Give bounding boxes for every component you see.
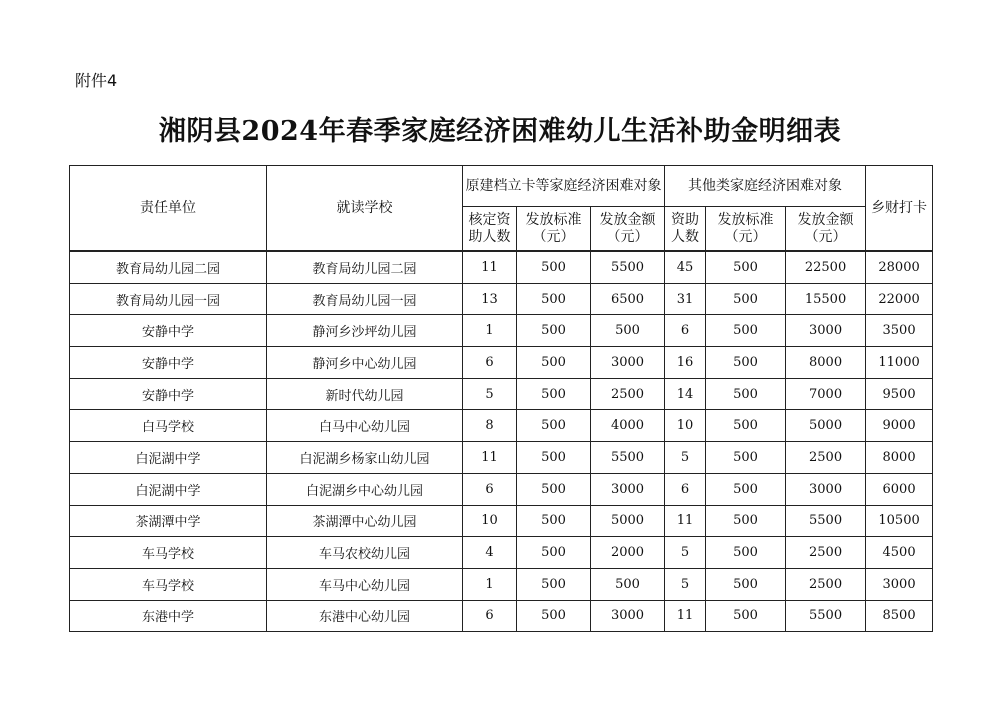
table-row xyxy=(70,283,933,315)
header-a-standard: 发放标准 （元） xyxy=(517,207,591,252)
cell-school: 新时代幼儿园 xyxy=(267,378,463,410)
cell-township-card: 4500 xyxy=(866,537,933,569)
attachment-label: 附件4 xyxy=(75,71,118,90)
cell-township-card: 8500 xyxy=(866,600,933,632)
cell-b-amount: 8000 xyxy=(786,347,866,379)
cell-a-amount: 3000 xyxy=(591,347,665,379)
cell-unit: 安静中学 xyxy=(70,315,267,347)
cell-a-count: 13 xyxy=(463,283,517,315)
cell-a-standard: 500 xyxy=(517,378,591,410)
table-row xyxy=(70,537,933,569)
cell-school: 白马中心幼儿园 xyxy=(267,410,463,442)
page-title: 湘阴县2024年春季家庭经济困难幼儿生活补助金明细表 xyxy=(158,116,842,147)
cell-b-amount: 5500 xyxy=(786,505,866,537)
header-b-standard: 发放标准 （元） xyxy=(706,207,786,252)
cell-b-amount: 3000 xyxy=(786,473,866,505)
cell-a-count: 1 xyxy=(463,315,517,347)
cell-b-standard: 500 xyxy=(706,568,786,600)
cell-a-count: 6 xyxy=(463,473,517,505)
cell-school: 东港中心幼儿园 xyxy=(267,600,463,632)
cell-b-standard: 500 xyxy=(706,537,786,569)
cell-b-count: 6 xyxy=(665,315,706,347)
cell-b-count: 14 xyxy=(665,378,706,410)
cell-b-standard: 500 xyxy=(706,378,786,410)
cell-a-count: 8 xyxy=(463,410,517,442)
cell-b-standard: 500 xyxy=(706,347,786,379)
subsidy-table xyxy=(69,165,933,632)
cell-school: 教育局幼儿园二园 xyxy=(267,251,463,283)
cell-school: 静河乡沙坪幼儿园 xyxy=(267,315,463,347)
header-unit: 责任单位 xyxy=(70,166,267,252)
cell-b-count: 11 xyxy=(665,600,706,632)
cell-unit: 东港中学 xyxy=(70,600,267,632)
cell-a-standard: 500 xyxy=(517,473,591,505)
cell-a-count: 11 xyxy=(463,251,517,283)
cell-unit: 茶湖潭中学 xyxy=(70,505,267,537)
cell-b-count: 6 xyxy=(665,473,706,505)
table-row xyxy=(70,315,933,347)
cell-b-count: 31 xyxy=(665,283,706,315)
table-row xyxy=(70,347,933,379)
cell-a-standard: 500 xyxy=(517,410,591,442)
cell-a-standard: 500 xyxy=(517,442,591,474)
header-group-a: 原建档立卡等家庭经济困难对象 xyxy=(463,166,665,207)
cell-township-card: 9000 xyxy=(866,410,933,442)
cell-school: 白泥湖乡杨家山幼儿园 xyxy=(267,442,463,474)
cell-a-amount: 3000 xyxy=(591,473,665,505)
cell-a-amount: 2500 xyxy=(591,378,665,410)
cell-b-count: 10 xyxy=(665,410,706,442)
cell-b-standard: 500 xyxy=(706,315,786,347)
cell-township-card: 3000 xyxy=(866,568,933,600)
header-school: 就读学校 xyxy=(267,166,463,252)
cell-a-standard: 500 xyxy=(517,505,591,537)
cell-school: 白泥湖乡中心幼儿园 xyxy=(267,473,463,505)
cell-b-amount: 3000 xyxy=(786,315,866,347)
cell-b-standard: 500 xyxy=(706,283,786,315)
cell-a-amount: 5500 xyxy=(591,442,665,474)
header-b-count: 资助 人数 xyxy=(665,207,706,252)
cell-a-count: 6 xyxy=(463,347,517,379)
cell-a-count: 4 xyxy=(463,537,517,569)
cell-unit: 白马学校 xyxy=(70,410,267,442)
cell-township-card: 9500 xyxy=(866,378,933,410)
cell-b-count: 11 xyxy=(665,505,706,537)
header-b-amount: 发放金额 （元） xyxy=(786,207,866,252)
cell-township-card: 10500 xyxy=(866,505,933,537)
cell-b-standard: 500 xyxy=(706,251,786,283)
cell-b-amount: 15500 xyxy=(786,283,866,315)
table-row xyxy=(70,442,933,474)
cell-unit: 安静中学 xyxy=(70,378,267,410)
cell-a-amount: 2000 xyxy=(591,537,665,569)
cell-b-standard: 500 xyxy=(706,505,786,537)
cell-a-amount: 3000 xyxy=(591,600,665,632)
cell-unit: 车马学校 xyxy=(70,537,267,569)
table-row xyxy=(70,600,933,632)
cell-a-standard: 500 xyxy=(517,347,591,379)
cell-b-standard: 500 xyxy=(706,600,786,632)
header-township-card: 乡财打卡 xyxy=(866,166,933,252)
cell-a-amount: 5500 xyxy=(591,251,665,283)
table-row xyxy=(70,505,933,537)
cell-b-standard: 500 xyxy=(706,473,786,505)
cell-a-standard: 500 xyxy=(517,315,591,347)
cell-b-count: 5 xyxy=(665,568,706,600)
cell-b-amount: 7000 xyxy=(786,378,866,410)
cell-unit: 安静中学 xyxy=(70,347,267,379)
cell-unit: 白泥湖中学 xyxy=(70,473,267,505)
cell-a-standard: 500 xyxy=(517,600,591,632)
cell-b-amount: 22500 xyxy=(786,251,866,283)
header-group-b: 其他类家庭经济困难对象 xyxy=(665,166,866,207)
cell-unit: 教育局幼儿园一园 xyxy=(70,283,267,315)
cell-township-card: 6000 xyxy=(866,473,933,505)
cell-a-count: 1 xyxy=(463,568,517,600)
cell-a-standard: 500 xyxy=(517,283,591,315)
cell-b-count: 45 xyxy=(665,251,706,283)
cell-a-amount: 6500 xyxy=(591,283,665,315)
header-a-amount: 发放金额 （元） xyxy=(591,207,665,252)
table-row xyxy=(70,410,933,442)
cell-b-standard: 500 xyxy=(706,410,786,442)
cell-a-count: 5 xyxy=(463,378,517,410)
cell-a-standard: 500 xyxy=(517,537,591,569)
cell-unit: 教育局幼儿园二园 xyxy=(70,251,267,283)
cell-b-count: 5 xyxy=(665,537,706,569)
cell-b-amount: 5000 xyxy=(786,410,866,442)
cell-township-card: 3500 xyxy=(866,315,933,347)
cell-unit: 白泥湖中学 xyxy=(70,442,267,474)
cell-b-count: 5 xyxy=(665,442,706,474)
table-row xyxy=(70,568,933,600)
cell-school: 车马中心幼儿园 xyxy=(267,568,463,600)
cell-b-amount: 2500 xyxy=(786,442,866,474)
cell-unit: 车马学校 xyxy=(70,568,267,600)
cell-a-count: 6 xyxy=(463,600,517,632)
cell-a-amount: 500 xyxy=(591,568,665,600)
cell-b-amount: 2500 xyxy=(786,537,866,569)
cell-b-standard: 500 xyxy=(706,442,786,474)
cell-a-amount: 4000 xyxy=(591,410,665,442)
header-a-count: 核定资 助人数 xyxy=(463,207,517,252)
cell-school: 教育局幼儿园一园 xyxy=(267,283,463,315)
cell-a-standard: 500 xyxy=(517,251,591,283)
cell-b-amount: 5500 xyxy=(786,600,866,632)
table-row xyxy=(70,251,933,283)
cell-b-count: 16 xyxy=(665,347,706,379)
table-row xyxy=(70,473,933,505)
cell-school: 车马农校幼儿园 xyxy=(267,537,463,569)
cell-a-count: 11 xyxy=(463,442,517,474)
table-row xyxy=(70,378,933,410)
cell-school: 静河乡中心幼儿园 xyxy=(267,347,463,379)
cell-township-card: 28000 xyxy=(866,251,933,283)
cell-township-card: 22000 xyxy=(866,283,933,315)
cell-school: 茶湖潭中心幼儿园 xyxy=(267,505,463,537)
cell-township-card: 11000 xyxy=(866,347,933,379)
cell-a-amount: 5000 xyxy=(591,505,665,537)
cell-a-count: 10 xyxy=(463,505,517,537)
cell-township-card: 8000 xyxy=(866,442,933,474)
cell-a-standard: 500 xyxy=(517,568,591,600)
cell-a-amount: 500 xyxy=(591,315,665,347)
cell-b-amount: 2500 xyxy=(786,568,866,600)
